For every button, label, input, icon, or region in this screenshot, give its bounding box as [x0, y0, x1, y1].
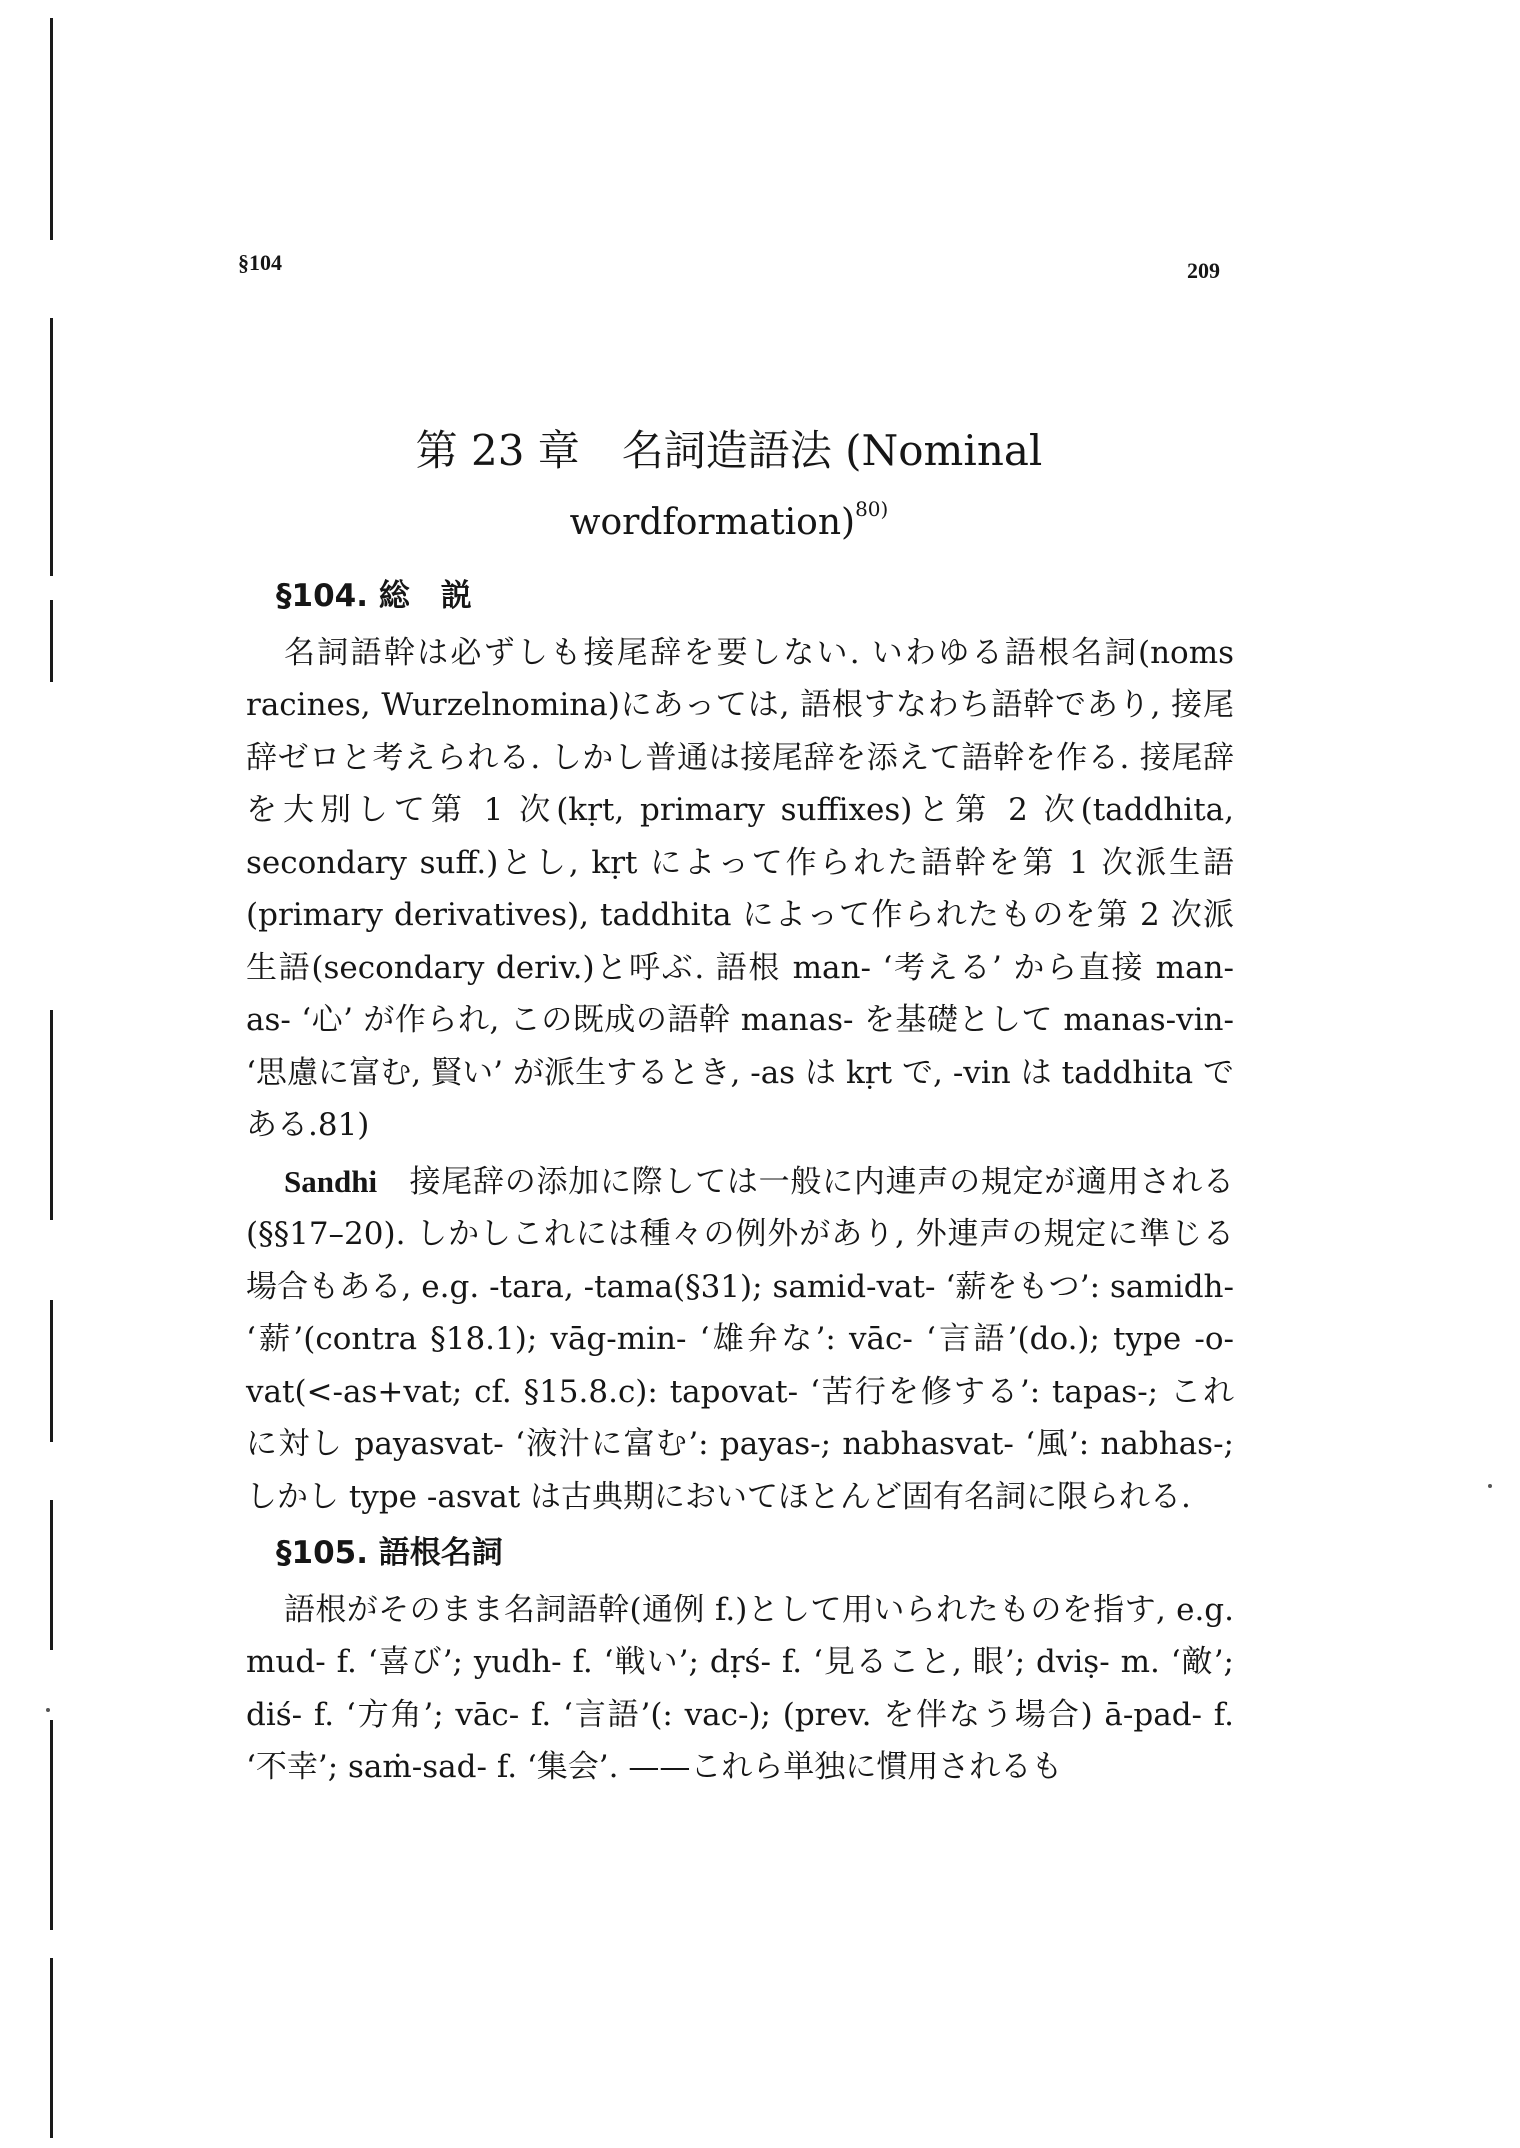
- section-heading: §104. 総 説: [276, 578, 472, 614]
- body-paragraph: 語根がそのまま名詞語幹(通例 f.)として用いられたものを指す, e.g. mud- f. ‘喜び’; yudh- f. ‘戦い’; dṛś- f. ‘見ること, 眼’; dviṣ- m. ‘敵’; diś- f. ‘方角’; vāc- f. ‘言語’(: vac-); (prev. を伴なう場合) ā-pad- f. ‘不幸’; saṁ-sad- f. ‘集会’. ——これら単独に慣用されるも: [246, 1591, 1234, 1785]
- margin-line: [50, 1500, 53, 1650]
- margin-line: [50, 18, 53, 240]
- margin-line: [50, 1720, 53, 1930]
- sandhi-lead: Sandhi: [284, 1163, 378, 1199]
- running-head-section: §104: [238, 250, 282, 275]
- chapter-title-line1: 第 23 章 名詞造語法 (Nominal: [415, 426, 1043, 476]
- sandhi-paragraph: [246, 1156, 1234, 1524]
- margin-line: [50, 318, 53, 576]
- sandhi-text: 接尾辞の添加に際しては一般に内連声の規定が適用される (§§17–20). しかしこれには種々の例外があり, 外連声の規定に準じる場合もある, e.g. -tara, -tama(§31); samid-vat- ‘薪をもつ’: samidh- ‘薪’(contra §18.1); vāg-min- ‘雄弁な’: vāc- ‘言語’(do.); type -o-vat(<-as+vat; cf. §15.8.c): tapovat- ‘苦行を修する’: tapas-; これに対し payasvat- ‘液汁に富む’: payas-; nabhasvat- ‘風’: nabhas-; しかし type -asvat は古典期においてほとんど固有名詞に限られる.: [246, 1163, 1234, 1515]
- chapter-title-line2: [238, 480, 1220, 552]
- body-paragraph: 名詞語幹は必ずしも接尾辞を要しない. いわゆる語根名詞(noms racines, Wurzelnomina)にあっては, 語根すなわち語幹であり, 接尾辞ゼロと考えられる. しかし普通は接尾辞を添えて語幹を作る. 接尾辞を大別して第 1 次(kṛt, primary suffixes)と第 2 次(taddhita, secondary suff.)とし, kṛt によって作られた語幹を第 1 次派生語(primary derivatives), taddhita によって作られたものを第 2 次派生語(secondary deriv.)と呼ぶ. 語根 man- ‘考える’ から直接 man-as- ‘心’ が作られ, この既成の語幹 manas- を基礎として manas-vin- ‘思慮に富む, 賢い’ が派生するとき, -as は kṛt で, -vin は taddhita である.81): [246, 634, 1234, 1143]
- scan-speck: [1488, 1484, 1492, 1488]
- page-body: [246, 570, 1234, 1794]
- margin-line: [50, 600, 53, 682]
- section-heading: §105. 語根名詞: [276, 1535, 503, 1571]
- margin-line: [50, 1300, 53, 1442]
- chapter-title: [238, 422, 1220, 552]
- margin-line: [50, 1010, 53, 1220]
- chapter-title-line2-text: wordformation): [569, 502, 856, 544]
- scan-speck: [46, 1708, 50, 1712]
- footnote-ref: 80): [855, 497, 889, 522]
- page-number: 209: [1187, 258, 1220, 283]
- margin-line: [50, 1958, 53, 2138]
